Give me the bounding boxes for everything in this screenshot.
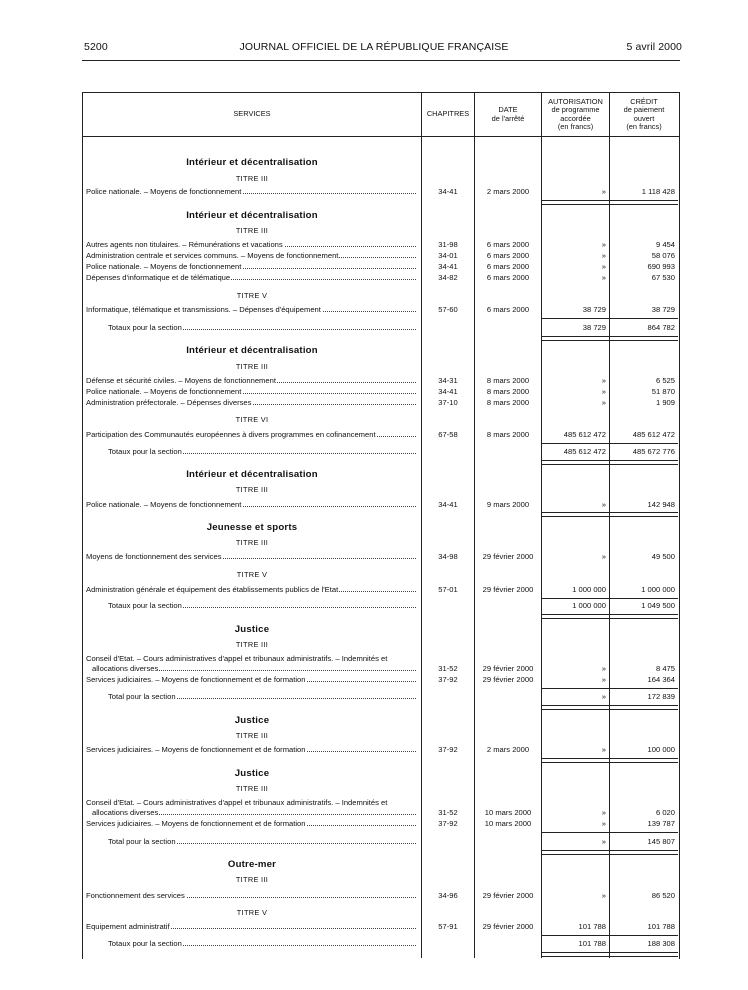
section-title: Intérieur et décentralisation: [186, 157, 318, 168]
row-autorisation: »: [601, 273, 606, 282]
row-chapitre: 67-58: [438, 430, 458, 439]
row-chapitre: 37-92: [438, 745, 458, 754]
row-label: Police nationale. – Moyens de fonctionnement: [86, 187, 242, 196]
table-row: [0, 808, 748, 819]
row-chapitre: 34-01: [438, 251, 458, 260]
row-autorisation: 101 788: [578, 939, 606, 948]
table-row: [0, 664, 748, 675]
row-credit: 100 000: [647, 745, 675, 754]
table-row: [0, 891, 748, 902]
row-credit: 38 729: [651, 305, 675, 314]
row-label: allocations diverses: [92, 664, 159, 673]
row-autorisation: »: [601, 398, 606, 407]
titre-label: TITRE III: [235, 875, 269, 884]
table-row: [0, 552, 748, 563]
row-label: Totaux pour la section: [108, 939, 182, 948]
row-autorisation: »: [601, 376, 606, 385]
row-date: 6 mars 2000: [486, 273, 530, 282]
row-autorisation: »: [601, 387, 606, 396]
row-label: Autres agents non titulaires. – Rémunérations et vacations: [86, 240, 283, 249]
section-title: Justice: [234, 768, 270, 779]
row-credit: 1 000 000: [641, 585, 675, 594]
row-date: 29 février 2000: [482, 891, 534, 900]
publication-date: 5 avril 2000: [626, 41, 682, 53]
table-row-total: [0, 939, 748, 950]
page-number: 5200: [84, 41, 108, 53]
row-autorisation: 485 612 472: [563, 447, 606, 456]
double-rule: [542, 850, 678, 855]
row-credit: 164 364: [647, 675, 675, 684]
row-label: Equipement administratif: [86, 922, 170, 931]
row-chapitre: 34-96: [438, 891, 458, 900]
row-credit: 1 118 428: [641, 187, 675, 196]
row-autorisation: 38 729: [582, 323, 606, 332]
row-date: 29 février 2000: [482, 552, 534, 561]
row-credit: 9 454: [655, 240, 675, 249]
row-credit: 6 020: [655, 808, 675, 817]
row-credit: 51 870: [651, 387, 675, 396]
table-row: [0, 387, 748, 398]
titre-label: TITRE III: [235, 174, 269, 183]
row-chapitre: 57-01: [438, 585, 458, 594]
subtotal-rule: [542, 443, 678, 444]
table-row: [0, 305, 748, 316]
row-label: Administration centrale et services communs. – Moyens de fonctionnement: [86, 251, 339, 260]
row-label: Moyens de fonctionnement des services: [86, 552, 222, 561]
row-label: Total pour la section: [108, 837, 176, 846]
row-chapitre: 34-31: [438, 376, 458, 385]
row-label: Dépenses d'informatique et de télématique: [86, 273, 231, 282]
row-label: allocations diverses: [92, 808, 159, 817]
row-autorisation: 101 788: [578, 922, 606, 931]
section-title: Intérieur et décentralisation: [186, 345, 318, 356]
row-chapitre: 34-41: [438, 187, 458, 196]
table-row: [0, 398, 748, 409]
table-row: [0, 273, 748, 284]
titre-label: TITRE III: [235, 226, 269, 235]
section-title: Intérieur et décentralisation: [186, 469, 318, 480]
subtotal-rule: [542, 318, 678, 319]
row-date: 2 mars 2000: [486, 745, 530, 754]
table-row: [0, 922, 748, 933]
row-autorisation: »: [601, 808, 606, 817]
row-credit: 139 787: [647, 819, 675, 828]
row-credit: 58 076: [651, 251, 675, 260]
double-rule: [542, 460, 678, 465]
row-label: Services judiciaires. – Moyens de fonctionnement et de formation: [86, 745, 306, 754]
row-date: 10 mars 2000: [484, 808, 532, 817]
section-title: Jeunesse et sports: [206, 522, 298, 533]
double-rule: [542, 614, 678, 619]
row-date: 29 février 2000: [482, 585, 534, 594]
row-autorisation: »: [601, 240, 606, 249]
section-title: Justice: [234, 715, 270, 726]
titre-label: TITRE III: [235, 538, 269, 547]
row-autorisation: 38 729: [582, 305, 606, 314]
row-label: Totaux pour la section: [108, 447, 182, 456]
subtotal-rule: [542, 832, 678, 833]
table-row: [0, 745, 748, 756]
row-autorisation: »: [601, 891, 606, 900]
row-label: Conseil d'Etat. – Cours administratives d'appel et tribunaux administratifs. – Indemnités et: [86, 798, 388, 807]
row-autorisation: »: [601, 251, 606, 260]
row-autorisation: »: [601, 819, 606, 828]
table-row-total: [0, 837, 748, 848]
table-row: [0, 430, 748, 441]
row-date: 6 mars 2000: [486, 262, 530, 271]
table-row: [0, 500, 748, 511]
table-row-total: [0, 447, 748, 458]
row-credit: 67 530: [651, 273, 675, 282]
row-credit: 188 308: [647, 939, 675, 948]
section-title: Outre-mer: [227, 859, 277, 870]
row-chapitre: 34-82: [438, 273, 458, 282]
row-autorisation: »: [601, 837, 606, 846]
row-autorisation: »: [601, 500, 606, 509]
row-credit: 690 993: [647, 262, 675, 271]
row-chapitre: 31-52: [438, 664, 458, 673]
row-autorisation: »: [601, 675, 606, 684]
titre-label: TITRE III: [235, 784, 269, 793]
row-label: Services judiciaires. – Moyens de fonctionnement et de formation: [86, 819, 306, 828]
col-header-credit: CRÉDIT de paiement ouvert (en francs): [623, 97, 665, 131]
table-row: [0, 187, 748, 198]
row-chapitre: 31-52: [438, 808, 458, 817]
subtotal-rule: [542, 935, 678, 936]
table-row: [0, 819, 748, 830]
row-label: Administration générale et équipement des établissements publics de l'Etat: [86, 585, 339, 594]
row-credit: 1 049 500: [641, 601, 675, 610]
row-chapitre: 57-60: [438, 305, 458, 314]
row-date: 29 février 2000: [482, 922, 534, 931]
table-row: [0, 675, 748, 686]
row-credit: 485 672 776: [632, 447, 675, 456]
double-rule: [542, 512, 678, 517]
row-date: 8 mars 2000: [486, 387, 530, 396]
double-rule: [542, 952, 678, 957]
table-row: [0, 251, 748, 262]
row-label: Total pour la section: [108, 692, 176, 701]
row-date: 29 février 2000: [482, 675, 534, 684]
titre-label: TITRE III: [235, 485, 269, 494]
row-autorisation: 1 000 000: [572, 585, 606, 594]
row-label: Défense et sécurité civiles. – Moyens de fonctionnement: [86, 376, 276, 385]
section-title: Intérieur et décentralisation: [186, 210, 318, 221]
double-rule: [542, 758, 678, 763]
section-title: Justice: [234, 624, 270, 635]
header-rule: [82, 60, 680, 61]
row-date: 8 mars 2000: [486, 430, 530, 439]
subtotal-rule: [542, 688, 678, 689]
row-label: Totaux pour la section: [108, 601, 182, 610]
row-autorisation: »: [601, 262, 606, 271]
titre-label: TITRE III: [235, 731, 269, 740]
row-label: Totaux pour la section: [108, 323, 182, 332]
row-label: Services judiciaires. – Moyens de fonctionnement et de formation: [86, 675, 306, 684]
row-label: Administration préfectorale. – Dépenses diverses: [86, 398, 252, 407]
titre-label: TITRE V: [236, 908, 268, 917]
row-chapitre: 31-98: [438, 240, 458, 249]
row-credit: 49 500: [651, 552, 675, 561]
row-autorisation: »: [601, 187, 606, 196]
journal-title: JOURNAL OFFICIEL DE LA RÉPUBLIQUE FRANÇAISE: [239, 41, 509, 53]
row-label: Police nationale. – Moyens de fonctionnement: [86, 387, 242, 396]
row-label: Fonctionnement des services: [86, 891, 185, 900]
table-row: [0, 376, 748, 387]
col-header-autorisation: AUTORISATION de programme accordée (en francs): [548, 97, 603, 131]
row-date: 10 mars 2000: [484, 819, 532, 828]
subtotal-rule: [542, 598, 678, 599]
row-autorisation: 1 000 000: [572, 601, 606, 610]
row-chapitre: 37-92: [438, 675, 458, 684]
table-row-total: [0, 323, 748, 334]
row-autorisation: »: [601, 664, 606, 673]
row-chapitre: 34-41: [438, 262, 458, 271]
row-label: Informatique, télématique et transmissions. – Dépenses d'équipement: [86, 305, 321, 314]
row-autorisation: »: [601, 745, 606, 754]
table-row: [0, 240, 748, 251]
row-date: 2 mars 2000: [486, 187, 530, 196]
table-row-total: [0, 601, 748, 612]
row-credit: 8 475: [655, 664, 675, 673]
row-label: Police nationale. – Moyens de fonctionnement: [86, 500, 242, 509]
row-date: 6 mars 2000: [486, 240, 530, 249]
row-credit: 485 612 472: [632, 430, 675, 439]
row-autorisation: »: [601, 692, 606, 701]
row-autorisation: 485 612 472: [563, 430, 606, 439]
titre-label: TITRE V: [236, 570, 268, 579]
row-credit: 145 807: [647, 837, 675, 846]
row-credit: 172 839: [647, 692, 675, 701]
table-row-total: [0, 692, 748, 703]
row-credit: 864 782: [647, 323, 675, 332]
header-bottom-rule: [82, 136, 680, 137]
row-credit: 142 948: [647, 500, 675, 509]
double-rule: [542, 336, 678, 341]
row-credit: 86 520: [651, 891, 675, 900]
col-header-chapitres: CHAPITRES: [426, 109, 470, 119]
table-row: [0, 585, 748, 596]
row-date: 6 mars 2000: [486, 251, 530, 260]
row-chapitre: 37-10: [438, 398, 458, 407]
row-label: Conseil d'Etat. – Cours administratives d'appel et tribunaux administratifs. – Indemnités et: [86, 654, 388, 663]
row-chapitre: 57-91: [438, 922, 458, 931]
row-credit: 1 909: [655, 398, 675, 407]
double-rule: [542, 705, 678, 710]
double-rule: [542, 200, 678, 205]
row-chapitre: 34-41: [438, 387, 458, 396]
col-header-services: SERVICES: [233, 109, 271, 119]
row-label: Participation des Communautés européennes à divers programmes en cofinancement: [86, 430, 376, 439]
row-date: 29 février 2000: [482, 664, 534, 673]
row-credit: 6 525: [655, 376, 675, 385]
row-date: 6 mars 2000: [486, 305, 530, 314]
row-date: 8 mars 2000: [486, 398, 530, 407]
row-date: 9 mars 2000: [486, 500, 530, 509]
titre-label: TITRE III: [235, 362, 269, 371]
row-chapitre: 37-92: [438, 819, 458, 828]
row-credit: 101 788: [647, 922, 675, 931]
titre-label: TITRE VI: [235, 415, 269, 424]
row-label: Police nationale. – Moyens de fonctionnement: [86, 262, 242, 271]
col-header-date: DATE de l'arrêté: [491, 105, 525, 123]
row-chapitre: 34-98: [438, 552, 458, 561]
titre-label: TITRE III: [235, 640, 269, 649]
titre-label: TITRE V: [236, 291, 268, 300]
table-row: [0, 262, 748, 273]
row-autorisation: »: [601, 552, 606, 561]
row-date: 8 mars 2000: [486, 376, 530, 385]
row-chapitre: 34-41: [438, 500, 458, 509]
